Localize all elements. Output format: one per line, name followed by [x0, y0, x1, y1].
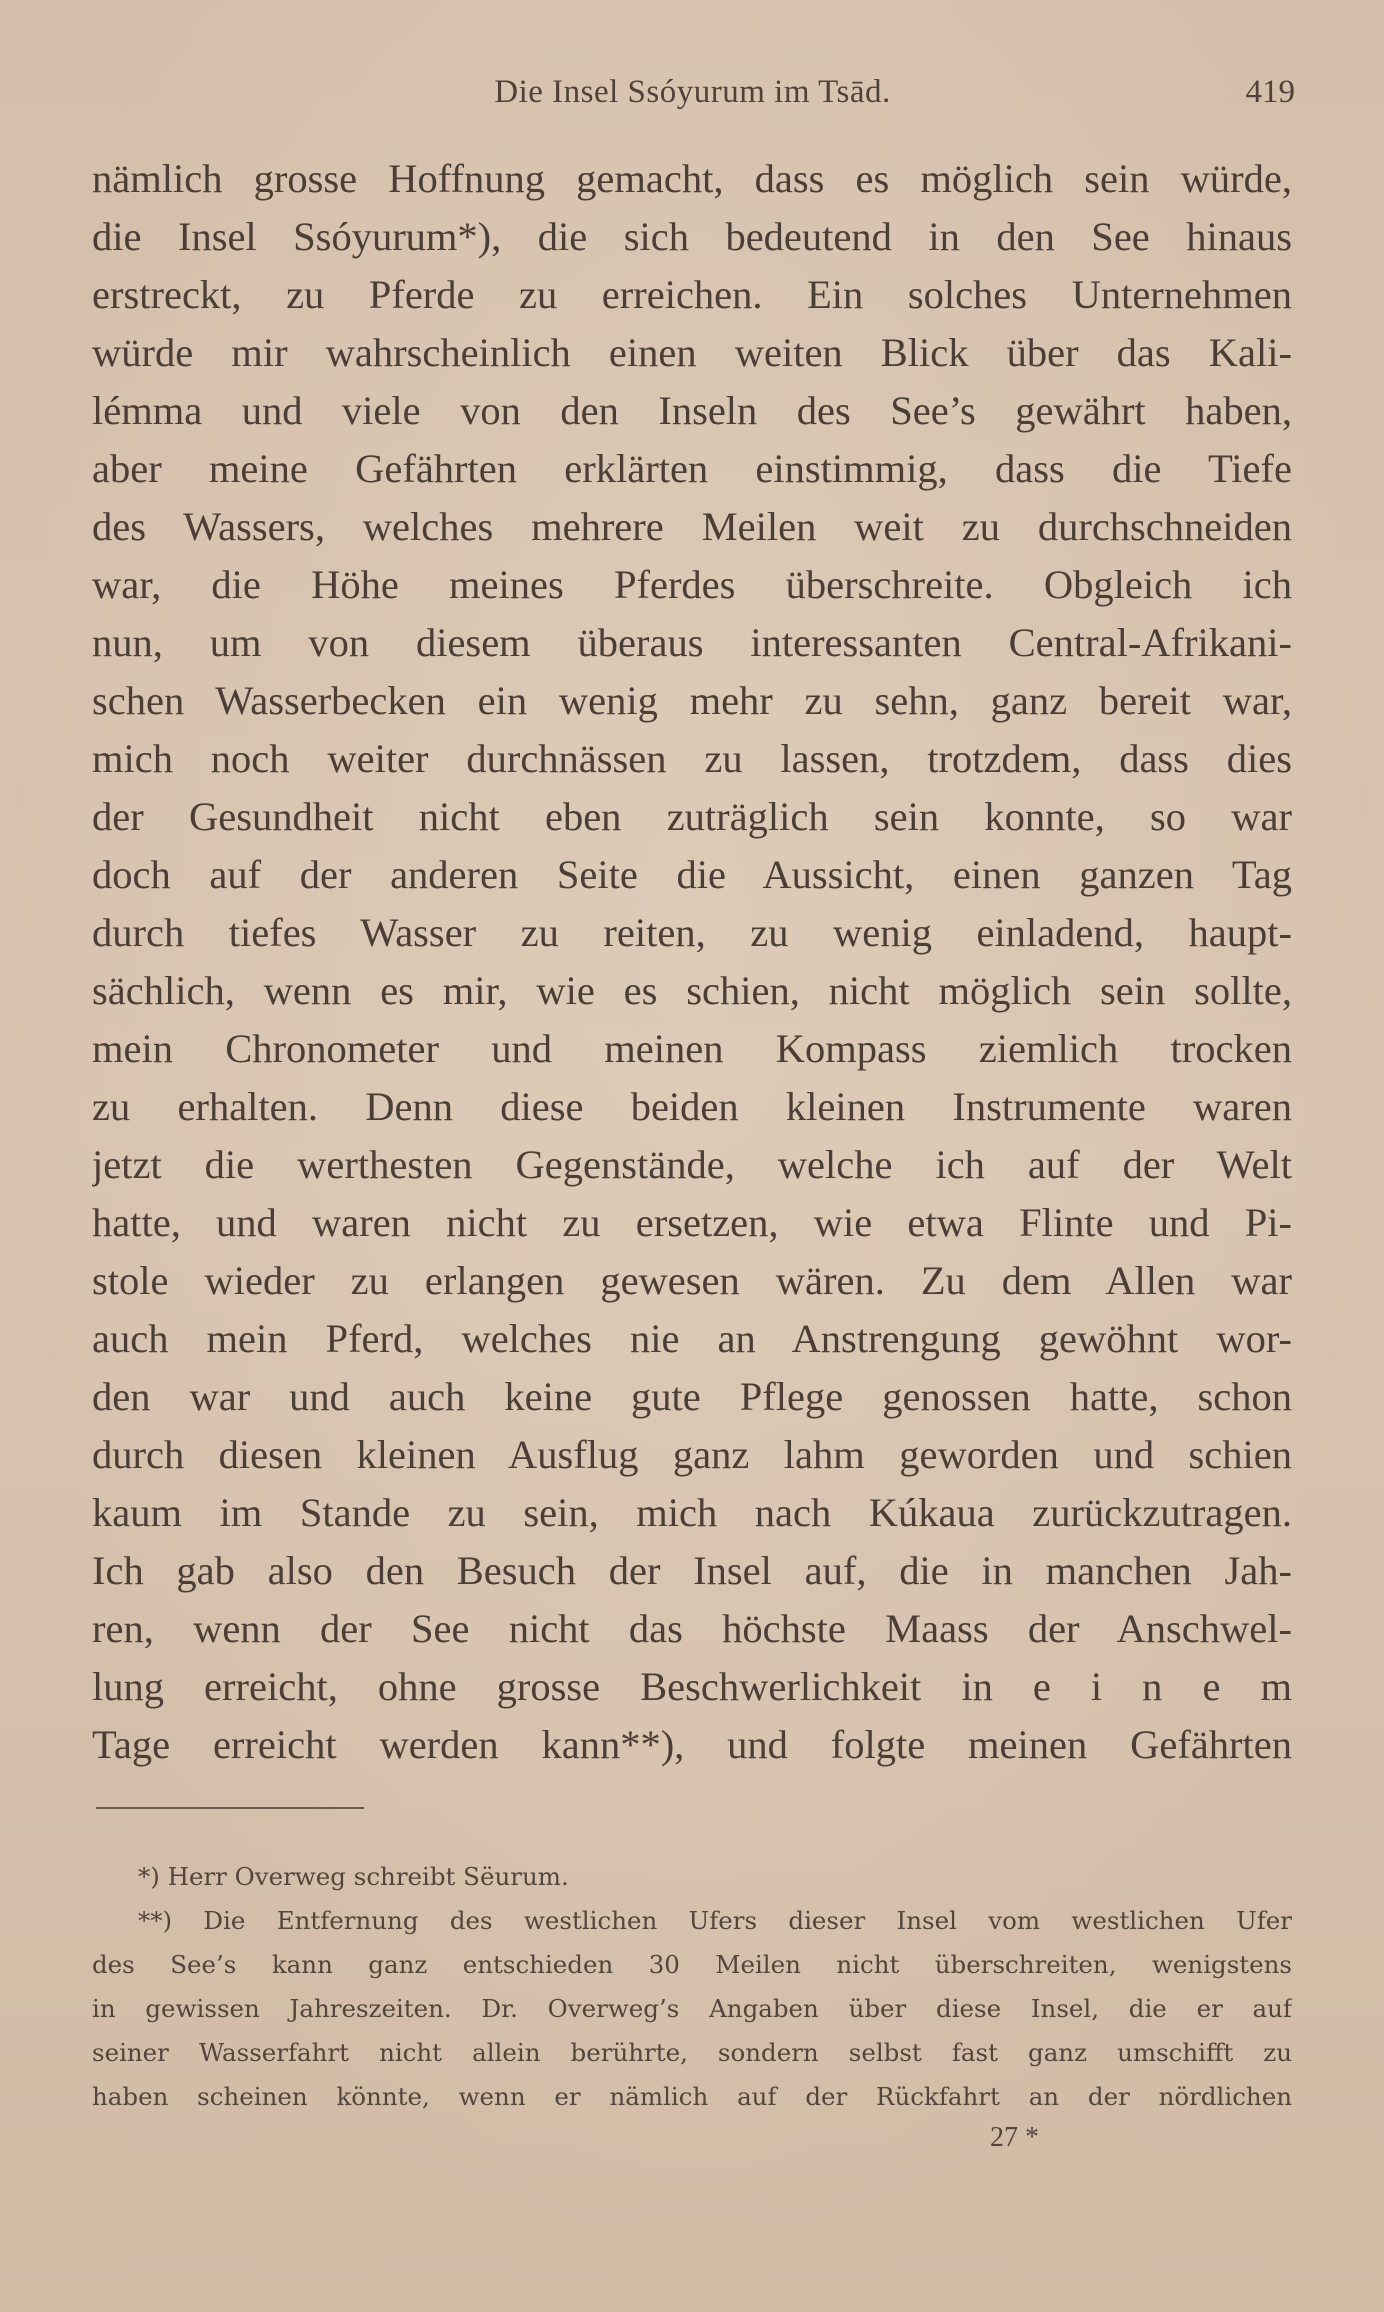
text-line: erstreckt, zu Pferde zu erreichen. Ein solches Unternehmen — [92, 272, 1292, 317]
text-line: jetzt die werthesten Gegenstände, welche ich auf der Welt — [92, 1142, 1292, 1187]
body-text — [92, 150, 1292, 1774]
running-title: Die Insel Ssóyurum im Tsād. — [494, 74, 891, 110]
text-line: des Wassers, welches mehrere Meilen weit zu durchschneiden — [92, 504, 1292, 549]
footnote-2-line: haben scheinen könnte, wenn er nämlich auf der Rückfahrt an der nördlichen — [92, 2082, 1292, 2111]
text-line: lémma und viele von den Inseln des See’s gewährt haben, — [92, 388, 1292, 433]
footnote-2-line: des See’s kann ganz entschieden 30 Meilen nicht überschreiten, wenigstens — [92, 1950, 1292, 1979]
text-line: mich noch weiter durchnässen zu lassen, trotzdem, dass dies — [92, 736, 1292, 781]
footnote-2-line: seiner Wasserfahrt nicht allein berührte, sondern selbst fast ganz umschifft zu — [92, 2038, 1292, 2067]
text-line: mein Chronometer und meinen Kompass ziemlich trocken — [92, 1026, 1292, 1071]
text-line: hatte, und waren nicht zu ersetzen, wie etwa Flinte und Pi- — [92, 1200, 1292, 1245]
text-line: die Insel Ssóyurum*), die sich bedeutend in den See hinaus — [92, 214, 1292, 259]
text-line: durch tiefes Wasser zu reiten, zu wenig einladend, haupt- — [92, 910, 1292, 955]
text-line: ren, wenn der See nicht das höchste Maass der Anschwel- — [92, 1606, 1292, 1651]
text-line: lung erreicht, ohne grosse Beschwerlichkeit in e i n e m — [92, 1664, 1292, 1709]
running-head — [90, 70, 1295, 120]
text-line: war, die Höhe meines Pferdes überschreite. Obgleich ich — [92, 562, 1292, 607]
footnotes — [92, 1855, 1292, 2119]
text-line: nämlich grosse Hoffnung gemacht, dass es möglich sein würde, — [92, 156, 1292, 201]
text-line: nun, um von diesem überaus interessanten Central-Afrikani- — [92, 620, 1292, 665]
footnote-2-line: in gewissen Jahreszeiten. Dr. Overweg’s Angaben über diese Insel, die er auf — [92, 1994, 1292, 2023]
text-line: zu erhalten. Denn diese beiden kleinen Instrumente waren — [92, 1084, 1292, 1129]
footnote-rule — [96, 1807, 364, 1809]
text-line: Ich gab also den Besuch der Insel auf, die in manchen Jah- — [92, 1548, 1292, 1593]
text-line: den war und auch keine gute Pflege genossen hatte, schon — [92, 1374, 1292, 1419]
text-line: doch auf der anderen Seite die Aussicht, einen ganzen Tag — [92, 852, 1292, 897]
footnote-1: *) Herr Overweg schreibt Sëurum. — [138, 1862, 569, 1891]
text-line: kaum im Stande zu sein, mich nach Kúkaua zurückzutragen. — [92, 1490, 1292, 1535]
text-line: würde mir wahrscheinlich einen weiten Blick über das Kali- — [92, 330, 1292, 375]
signature-mark: 27 * — [990, 2122, 1039, 2153]
text-line: Tage erreicht werden kann**), und folgte meinen Gefährten — [92, 1722, 1292, 1767]
footnote-2-line: **) Die Entfernung des westlichen Ufers dieser Insel vom westlichen Ufer — [138, 1906, 1292, 1935]
page-number: 419 — [1245, 74, 1295, 110]
text-line: schen Wasserbecken ein wenig mehr zu sehn, ganz bereit war, — [92, 678, 1292, 723]
text-line: auch mein Pferd, welches nie an Anstrengung gewöhnt wor- — [92, 1316, 1292, 1361]
text-line: stole wieder zu erlangen gewesen wären. Zu dem Allen war — [92, 1258, 1292, 1303]
text-line: aber meine Gefährten erklärten einstimmig, dass die Tiefe — [92, 446, 1292, 491]
text-line: der Gesundheit nicht eben zuträglich sein konnte, so war — [92, 794, 1292, 839]
text-line: durch diesen kleinen Ausflug ganz lahm geworden und schien — [92, 1432, 1292, 1477]
text-line: sächlich, wenn es mir, wie es schien, nicht möglich sein sollte, — [92, 968, 1292, 1013]
